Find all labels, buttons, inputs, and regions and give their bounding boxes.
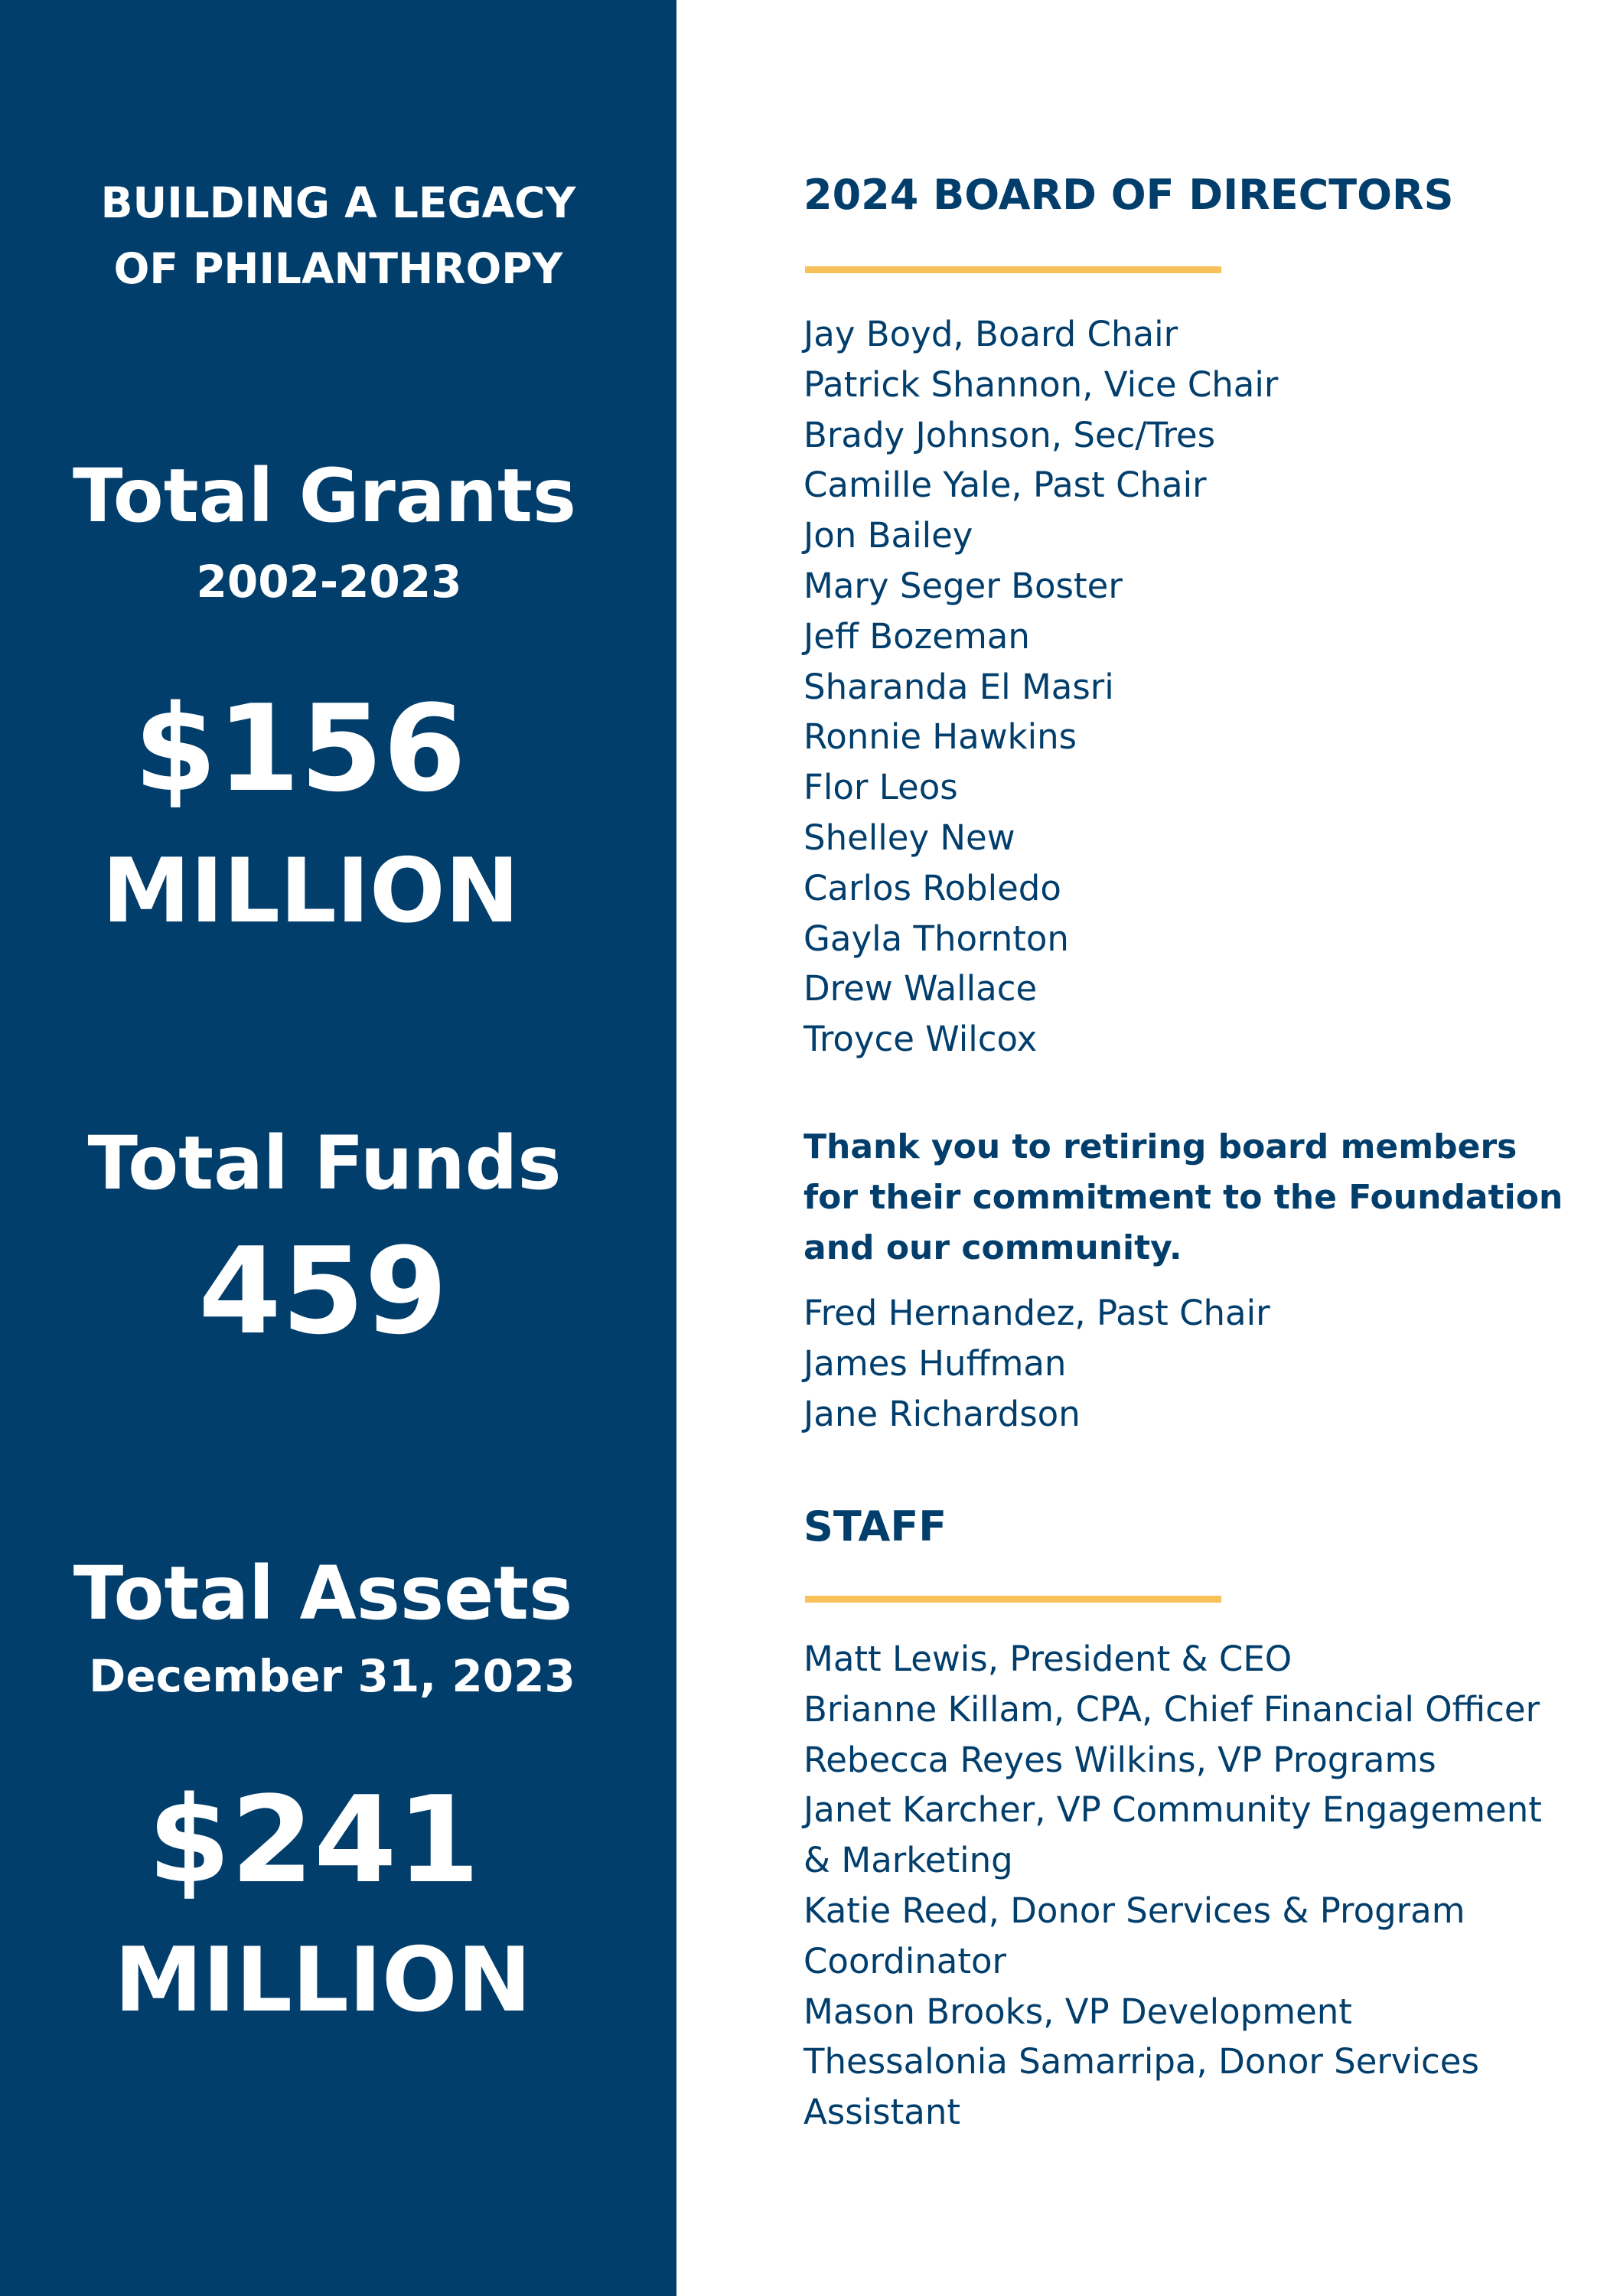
board-member: Drew Wallace bbox=[804, 968, 1038, 1009]
staff-list bbox=[804, 1634, 1599, 2138]
retiring-member: Jane Richardson bbox=[804, 1393, 1081, 1434]
total-assets-unit: MILLION bbox=[114, 1929, 532, 2032]
board-member: Brady Johnson, Sec/Tres bbox=[804, 414, 1216, 455]
board-member: Patrick Shannon, Vice Chair bbox=[804, 364, 1279, 405]
board-title-divider bbox=[805, 266, 1221, 273]
staff-title-divider bbox=[805, 1596, 1221, 1603]
retiring-member: James Huffman bbox=[804, 1342, 1067, 1384]
retiring-thanks-text: Thank you to retiring board members for their commitment to the Foundation and our community. bbox=[804, 1127, 1563, 1267]
board-members-list bbox=[804, 309, 1599, 1065]
tagline bbox=[0, 170, 676, 302]
total-assets-heading: Total Assets bbox=[73, 1551, 573, 1636]
board-member: Mary Seger Boster bbox=[804, 565, 1123, 606]
staff-title: STAFF bbox=[804, 1502, 947, 1551]
board-member: Jay Boyd, Board Chair bbox=[804, 314, 1178, 354]
tagline-line-1: BUILDING A LEGACY bbox=[100, 178, 576, 227]
board-member: Jon Bailey bbox=[804, 515, 973, 556]
board-title: 2024 BOARD OF DIRECTORS bbox=[804, 171, 1454, 219]
board-member: Ronnie Hawkins bbox=[804, 716, 1077, 758]
staff-member: Thessalonia Samarripa, Donor Services Assistant bbox=[804, 2041, 1479, 2133]
total-grants-years: 2002-2023 bbox=[196, 556, 462, 608]
board-member: Sharanda El Masri bbox=[804, 666, 1114, 707]
board-member: Camille Yale, Past Chair bbox=[804, 465, 1207, 506]
stats-panel bbox=[0, 0, 676, 2296]
staff-member: Brianne Killam, CPA, Chief Financial Officer bbox=[804, 1688, 1540, 1730]
staff-member: Katie Reed, Donor Services & Program Coordinator bbox=[804, 1890, 1465, 1981]
retiring-members-list bbox=[804, 1288, 1599, 1439]
staff-member: Janet Karcher, VP Community Engagement & Marketing bbox=[804, 1789, 1542, 1881]
total-funds-amount: 459 bbox=[198, 1221, 448, 1361]
board-member: Jeff Bozeman bbox=[804, 615, 1030, 657]
staff-member: Rebecca Reyes Wilkins, VP Programs bbox=[804, 1739, 1436, 1780]
staff-member: Mason Brooks, VP Development bbox=[804, 1991, 1352, 2032]
total-grants-amount: $156 bbox=[133, 679, 467, 818]
tagline-line-2: OF PHILANTHROPY bbox=[113, 244, 563, 293]
board-member: Carlos Robledo bbox=[804, 867, 1061, 908]
total-assets-amount: $241 bbox=[147, 1770, 481, 1910]
total-grants-heading: Total Grants bbox=[73, 453, 576, 539]
total-funds-heading: Total Funds bbox=[87, 1120, 562, 1206]
total-assets-date: December 31, 2023 bbox=[89, 1650, 575, 1702]
staff-member: Matt Lewis, President & CEO bbox=[804, 1639, 1292, 1679]
total-grants-unit: MILLION bbox=[102, 840, 520, 943]
board-member: Troyce Wilcox bbox=[804, 1019, 1038, 1060]
board-member: Shelley New bbox=[804, 817, 1015, 858]
board-member: Flor Leos bbox=[804, 767, 958, 808]
board-member: Gayla Thornton bbox=[804, 918, 1069, 959]
retiring-member: Fred Hernandez, Past Chair bbox=[804, 1293, 1270, 1333]
